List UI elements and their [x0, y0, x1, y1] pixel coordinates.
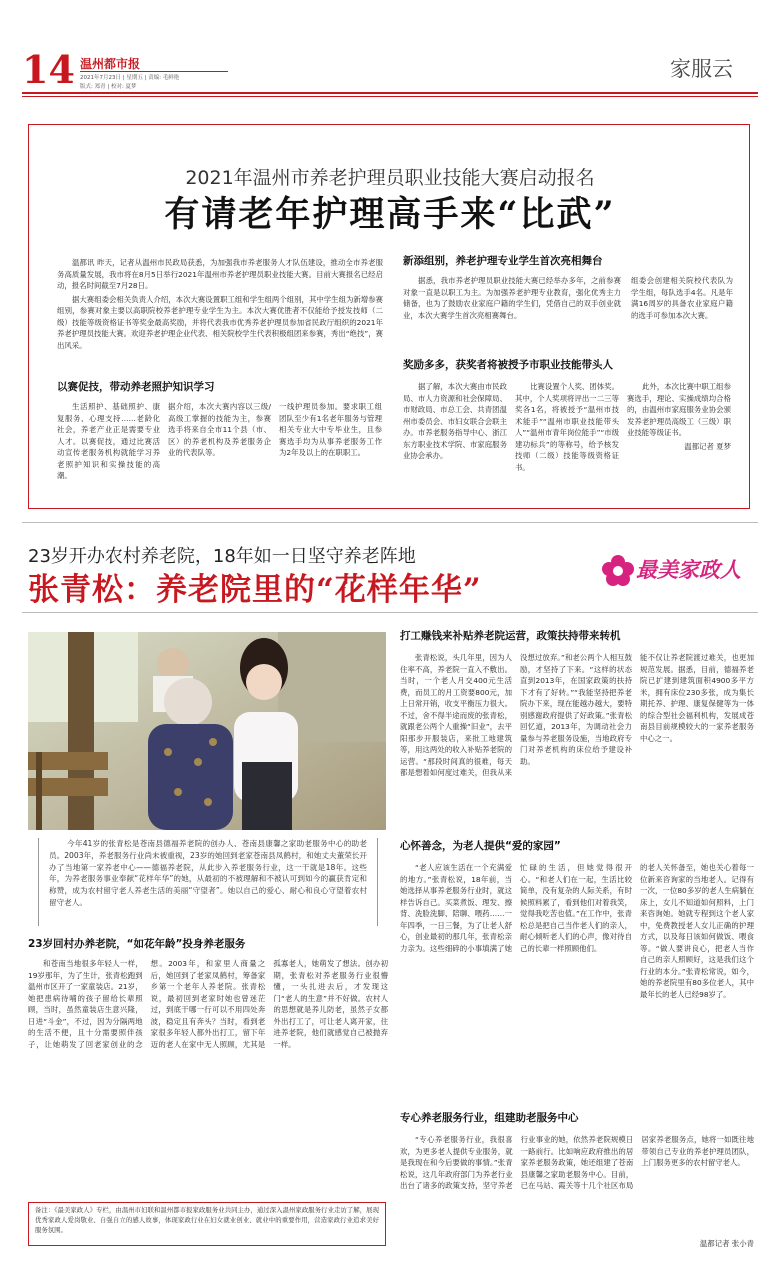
story2-kicker: 23岁开办农村养老院，18年如一日坚守养老阵地	[28, 546, 416, 567]
story2-subhead-c: 心怀善念，为老人提供“爱的家园”	[400, 840, 561, 852]
story2-subhead-b: 打工赚钱来补贴养老院运营，政策扶持带来转机	[400, 630, 621, 642]
story2-subhead-d: 专心养老服务行业，组建助老服务中心	[400, 1112, 579, 1124]
story1-sub1-col2: 据介绍，本次大赛内容以三级/高级工掌握的技能为主，参赛选手将来自全市11个县（市、区）的养老机构及养老服务企业的代表队等。	[168, 402, 271, 457]
photo-zhang-qingsong	[28, 632, 386, 830]
column-note-text: 备注：《最美家政人》专栏，由温州市妇联和温州都市报家政服务业共同主办，通过深入温州家政服务行业走访了解，展现优秀家政人爱岗敬业、自强自立的感人故事，体现家政行业在妇女就业创业、就业中的重要作用，营造家政行业追求美好服务氛围。	[35, 1206, 379, 1234]
story1-lead: 温都讯 昨天，记者从温州市民政局获悉，为加强我市养老服务人才队伍建设，推动全市养老服务高质量发展，我市将在8月5日举行2021年温州市养老护理员职业技能大赛。目前大赛报名已经启动，报名时间截至7月28日。	[57, 258, 383, 290]
story1-subhead-3: 奖励多多，获奖者将被授予市职业技能带头人	[403, 359, 613, 371]
story2-credit: 温都记者 张小青	[699, 1239, 754, 1248]
story1-sub1-col3: 一线护理员参加。要求职工组团队至少有1名老年服务与管理相关专业大中专毕业生，且参赛选手均为从事养老服务工作为2年及以上的在职职工。	[279, 402, 382, 457]
story1-sub3-col3: 此外，本次比赛中职工组参赛选手，理论、实操成绩均合格的，由温州市家庭服务业协会颁发养老护理员高级工（三级）职业技能等级证书。	[627, 382, 731, 437]
story1-headline: 有请老年护理高手来“比武”	[164, 194, 616, 235]
story1-lead2: 据大赛组委会相关负责人介绍，本次大赛设置职工组和学生组两个组别，其中学生组为新增参赛组别，参赛对象主要以高职院校养老护理专业学生为主。本次大赛优胜者不仅能给予授发技师（二级）技能等级资格证书等奖金最高奖励，并将代表我市优秀养老护理员参加省民政厅组织的2021年养老护理员技能大赛。欢迎养老护理企业代表、相关院校学生代表积极组团来参赛，秀出“绝技”，赛出风采。	[57, 294, 383, 350]
story1-kicker: 2021年温州市养老护理员职业技能大赛启动报名	[185, 167, 595, 189]
story2-sub-c-text: “老人应该生活在一个充满爱的地方。”张青松说，18年前，当她选择从事养老服务行业时，就这样告诉自己。买菜煮饭、理发、擦背、洗脸洗脚、陪聊、喂药……一年四季，一日三餐，为了让老人舒心，创业最初的那几年，张青松亲力亲为。这些细碎的小事填满了她忙碌的生活，但她觉得很开心。“和老人们在一起，生活比较简单，没有复杂的人际关系，有时候照料累了，看到他们对着我笑，觉得我吃苦也值。”在工作中，张青松总是把自己当作老人们的亲人，耐心倾听老人们的心声，像对待自己的长辈一样照顾他们。	[400, 863, 632, 953]
masthead-divider	[22, 92, 758, 94]
badge-label: 最美家政人	[636, 558, 741, 582]
story2-headline: 张青松：养老院里的“花样年华”	[28, 572, 482, 608]
section-title: 家服云	[670, 57, 733, 81]
column-note-box	[28, 1202, 386, 1246]
story1-sub1-col1: 生活照护、基础照护、康复服务、心理支持……老龄化社会，养老产业正是需要专业人才。以赛促技，通过比赛活动宣传老服务机构就能学习养老照护知识和实操技能的高潮。	[57, 402, 160, 480]
story2-sub-c-text2: 的老人关怀备至，她也关心着每一位新来咨询家的当地老人。记得有一次，一位80多岁的老人生病躺在床上，女儿不知道如何照料，上门来咨询她。她就专程到这个老人家中，免费教授老人女儿正确的护理方式，以及每日该如何做饭、喂食等。“做人要讲良心，把老人当作自己的亲人照顾好，这是我们这个行业的本分。”张青松常说，如今，她的养老院里有80多位老人，其中最年长的老人已经98岁了。	[640, 863, 754, 999]
story1-box	[28, 124, 750, 509]
story1-subhead-2: 新添组别，养老护理专业学生首次亮相舞台	[403, 255, 603, 267]
page-number: 14	[22, 47, 75, 92]
story2-sub-b-text2: 能不仅让养老院渡过难关，也更加规范发展。据悉，目前，德福养老院已扩建到建筑面积4900多平方米，拥有床位230多张，成为集长期托养、护理、康复保健等为一体的综合型社会福利机构，发展成苍南县目前规模较大的一家养老服务中心之一。	[640, 653, 754, 743]
story2-sub-d-text: “专心养老服务行业，我很喜欢，为更多老人提供专业服务，就是我现在和今后要做的事情。”张青松说，这几年政府部门为养老行业出台了诸多的政策支持，坚守养老行业事业的她，依然养老院规模日一路前行。比如响应政府推出的居家养老服务政策，她还组建了苍南县康馨之家助老服务中心。目前，已在马站、霞关等十几个社区布局居家养老服务点，她将一如既往地带领自己专业的养老护理员团队，上门服务更多的农村留守老人。	[400, 1135, 754, 1190]
photo-caption	[38, 838, 378, 926]
story1-credit: 温都记者 夏梦	[684, 441, 731, 451]
story1-sub2-col2: 组委会创建相关院校代表队为学生组，每队选手4名。凡是年满16周岁的具备农业家庭户籍的选手可参加本次大赛。	[631, 276, 733, 320]
zuimei-jiazhengren-badge	[598, 552, 758, 588]
masthead-divider-thin	[22, 96, 758, 97]
date-line: 2021年7月23日 | 星期五 | 责编: 毛鲜艳	[80, 75, 180, 81]
story2-sub-a-text: 和苍南当地很多年轻人一样，19岁那年，为了生计，张青松跑到温州市区开了一家童装店。21岁，她把患病待哺的孩子留给长辈照顾，当时，虽然童装店生意兴隆，日进“斗金”，不过，因为分隔两地的生活不便，且十分需要照伴孩子，让她萌发了回老家创业的念想。2003年，和家里人商量之后，她回到了老家凤鹤村，筹备家乡第一个老年人养老院。张青松说，最初回到老家时她也曾迷茫过，到底干哪一行可以不用四处奔波，稳定且有奔头？当时，看到老家很多年轻人都外出打工，留下年迈的老人在家中无人照顾，尤其是孤寡老人，她萌发了想法。创办初期，张青松对养老服务行业很懵懂，一头扎进去后，才发现这门“老人的生意”并不好做。农村人的思想就是养儿防老，虽然子女都外出打工了，可让老人离开家，住进养老院，他们就感觉自己被抛弃一样。	[28, 959, 388, 1049]
story2-sub-b-text: 张青松说，头几年里，因为人住率不高，养老院一直入不敷出。当时，一个老人月交400元生活费，而员工的月工资要800元，加上日常开销，收支平衡压力很大。不过，舍不得半途而废的张青松，就跟老公两个人重操“旧业”，去平阳那步开服装店，来批工地建筑等，用这两处的收入补贴养老院的运营。“那段时间真的很难，每天都是想着如何度过难关，但我从来没想过放弃。”和老公两个人相互鼓励，才坚持了下来。“这样的状态直到2013年，在国家政策的扶持下才有了好转。”“我能坚持把养老院办下来，现在能越办越大，要特别感谢政府提供了好政策。”张青松回忆道，2013年，为调动社会力量参与养老服务设施，当地政府专门对养老机构的床位给予建设补助。	[400, 653, 632, 777]
caption-text: 今年41岁的张青松是苍南县德福养老院的创办人、苍南县康馨之家助老服务中心的助老员。2003年，养老服务行业尚未被重视，23岁的她回到老家苍南县凤鹤村，和她丈夫董荣长开办了当地第一家养老中心——德福养老院，从此步入养老服务行业，这一干就是18年。这些年，为养老服务事业奉献“花样年华”的她，从最初的不被理解和不被认可到如今的赢获肯定和称赞，成为农村留守老人养老生活的美丽“守望者”。她以自己的爱心、耐心和良心守望着农村留守老人。	[49, 839, 367, 907]
story1-subhead-1: 以赛促技，带动养老照护知识学习	[57, 381, 215, 393]
photo-illustration	[28, 632, 386, 830]
flower-logo-icon	[598, 552, 638, 588]
paper-name: 温州都市报	[80, 57, 141, 71]
story2-separator	[22, 612, 758, 613]
masthead-info	[80, 74, 179, 92]
staff-line: 版式: 郑青 | 校对: 夏梦	[80, 84, 137, 90]
story1-sub3-col2: 比赛设置个人奖、团体奖。其中，个人奖项将评出一二三等奖各1名，将被授予“温州市技术能手”“温州市职业技能带头人”“温州市青年岗位能手”“市级建功标兵”的等称号，给予核发技师（二级）技能等级资格证书。	[515, 382, 620, 472]
masthead-rule	[80, 71, 228, 72]
story2-subhead-a: 23岁回村办养老院，“如花年龄”投身养老服务	[28, 938, 246, 950]
story1-sub3-col1: 据了解，本次大赛由市民政局、市人力资源和社会保障局、市财政局、市总工会、共青团温州市委员会、市妇女联合会联主办。市养老服务指导中心、浙江东方职业技术学院、市家庭服务业协会承办。	[403, 382, 507, 460]
masthead	[0, 0, 780, 100]
story1-sub2-col1: 据悉，我市养老护理员职业技能大赛已经举办多年，之前参赛对象一直是以职工为主。为加强养老护理专业教育，强化优秀主力储备，也为了鼓励农业家庭户籍的学生们，凭借自己的双手创业就业，本次大赛学生首次亮相赛舞台。	[403, 276, 621, 320]
section-separator	[22, 522, 758, 523]
